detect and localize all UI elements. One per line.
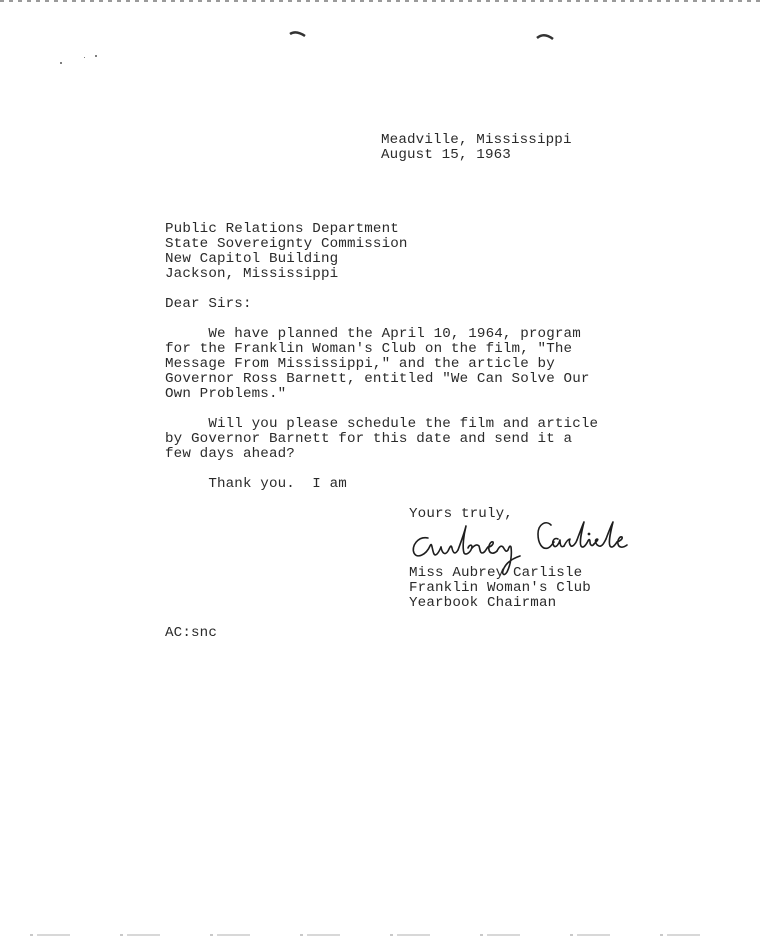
signer-name: Miss Aubrey Carlisle [409, 565, 583, 581]
signer-organization: Franklin Woman's Club [409, 580, 591, 596]
speck [95, 55, 97, 57]
body-paragraph-1-line: Message From Mississippi," and the article by [165, 356, 555, 372]
body-paragraph-1-line: Own Problems." [165, 386, 287, 402]
punch-mark-right [536, 32, 554, 40]
complimentary-close: Yours truly, [409, 506, 513, 522]
body-paragraph-1-line: for the Franklin Woman's Club on the film, "The [165, 341, 573, 357]
reference-initials: AC:snc [165, 625, 217, 641]
body-paragraph-2-line: Will you please schedule the film and article [165, 416, 599, 432]
dateline-date: August 15, 1963 [381, 147, 511, 163]
speck [84, 57, 85, 58]
recipient-building: New Capitol Building [165, 251, 339, 267]
body-paragraph-1-line: Governor Ross Barnett, entitled "We Can Solve Our [165, 371, 590, 387]
body-paragraph-2-line: few days ahead? [165, 446, 295, 462]
recipient-city: Jackson, Mississippi [165, 266, 339, 282]
bottom-edge-marks [30, 934, 730, 936]
body-paragraph-2-line: by Governor Barnett for this date and send it a [165, 431, 573, 447]
punch-mark-left [289, 30, 307, 38]
body-paragraph-1-line: We have planned the April 10, 1964, program [165, 326, 581, 342]
signer-title: Yearbook Chairman [409, 595, 557, 611]
top-edge-border [0, 0, 763, 2]
recipient-organization: State Sovereignty Commission [165, 236, 408, 252]
speck [60, 62, 62, 64]
salutation: Dear Sirs: [165, 296, 252, 312]
dateline-place: Meadville, Mississippi [381, 132, 572, 148]
recipient-department: Public Relations Department [165, 221, 399, 237]
closing-line: Thank you. I am [165, 476, 347, 492]
